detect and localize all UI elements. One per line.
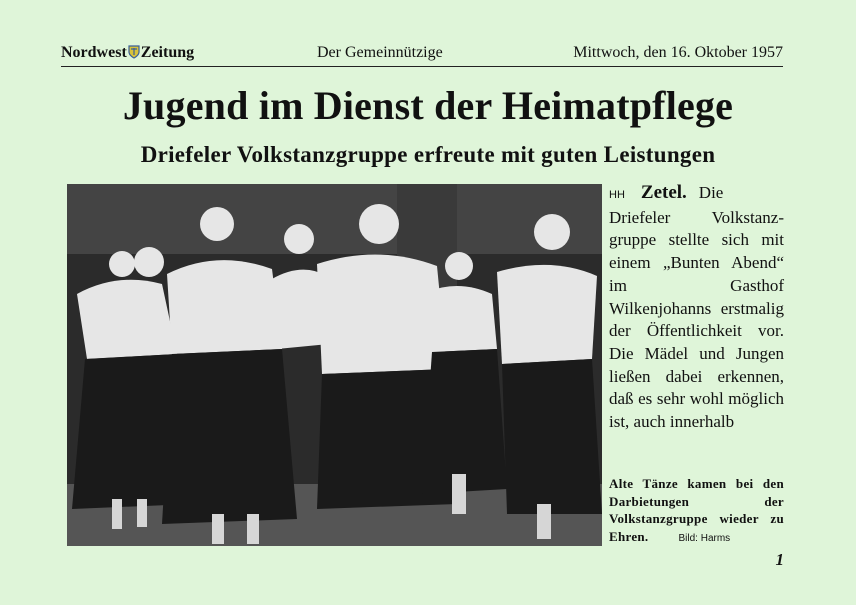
dateline-place: Zetel. (640, 182, 687, 203)
masthead (61, 42, 783, 67)
photo-credit: Bild: Harms (678, 532, 731, 544)
newspaper-name-part1: Nordwest (61, 44, 127, 61)
photo-caption (609, 475, 784, 547)
subheadline: Driefeler Volkstanzgruppe erfreute mit guten Leistungen (140, 142, 716, 167)
issue-date: Mittwoch, den 16. Oktober 1957 (573, 44, 783, 61)
article-body: Die Driefeler Volkstanzgruppe stellte sich mit einem „Bunten Abend“ im Gasthof Wilkenjohanns erstmalig der Öffentlichkeit vor. Die Mädel und Jungen ließen dabei erkennen, daß es sehr wohl möglich ist, auch innerhalb (609, 183, 784, 432)
newspaper-name (61, 44, 194, 62)
newspaper-name-part2: Zeitung (140, 44, 195, 61)
article-text (609, 182, 784, 434)
headline: Jugend im Dienst der Heimatpflege (122, 83, 734, 128)
section-title: Der Gemeinnützige (317, 44, 443, 61)
coat-of-arms-icon (128, 45, 140, 59)
dance-group-photo (67, 184, 602, 546)
author-initials: HH (609, 189, 625, 201)
caption-text: Alte Tänze kamen bei den Darbietungen der Volkstanzgruppe wieder zu Ehren. (609, 476, 784, 544)
page-number: 1 (775, 550, 784, 569)
